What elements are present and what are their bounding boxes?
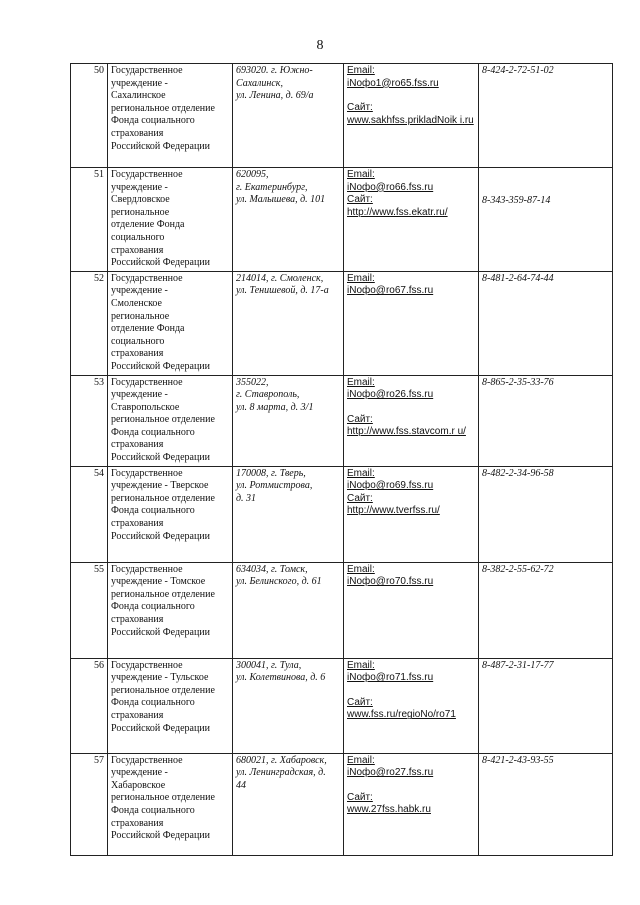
address-cell (233, 271, 344, 375)
table-row (71, 753, 613, 855)
site-link[interactable]: http://www.fss.stavcom.r u/ (347, 426, 466, 438)
email-label: Email: (347, 659, 375, 671)
organization-line: социального (111, 231, 165, 243)
organization-cell (108, 168, 233, 272)
email-label: Email: (347, 169, 375, 180)
organization-line: отделение Фонда (111, 323, 185, 335)
row-number: 50 (71, 64, 108, 168)
row-number: 57 (71, 753, 108, 855)
organization-line: Российской Федерации (111, 140, 211, 152)
organization-line: Сахалинское (111, 90, 166, 102)
table-row (71, 375, 613, 466)
row-number: 53 (71, 375, 108, 466)
organization-line: региональное (111, 206, 170, 218)
organization-line: Фонда социального (111, 601, 195, 613)
organization-line: Государственное (111, 754, 183, 766)
site-label: Сайт: (347, 102, 373, 114)
organization-line: Фонда социального (111, 697, 195, 709)
organization-line: региональное отделение (111, 102, 215, 114)
email-label: Email: (347, 272, 375, 284)
address-line: 680021, г. Хабаровск, (236, 754, 327, 766)
organization-line: отделение Фонда (111, 219, 185, 231)
phone-cell (479, 466, 613, 562)
phone-number: 8-424-2-72-51-02 (482, 65, 554, 76)
contacts-cell (344, 658, 479, 753)
address-line: ул. Тенишевой, д. 17-а (236, 285, 329, 297)
phone-number: 8-421-2-43-93-55 (482, 754, 554, 766)
email-link[interactable]: iNoфo@ro26.fss.ru (347, 389, 434, 401)
organization-line: Российской Федерации (111, 626, 211, 638)
site-link[interactable]: www.sakhfss.prikladNoik i.ru (347, 114, 474, 126)
row-number: 54 (71, 466, 108, 562)
email-link[interactable]: iNoфo@ro67.fss.ru (347, 285, 434, 297)
contacts-cell (344, 466, 479, 562)
phone-cell (479, 375, 613, 466)
organization-line: Российской Федерации (111, 530, 211, 542)
table-row (71, 562, 613, 658)
phone-cell (479, 658, 613, 753)
organization-line: страхования (111, 614, 164, 626)
organization-line: региональное отделение (111, 684, 215, 696)
contacts-gap (347, 402, 475, 414)
address-line: ул. 8 марта, д. 3/1 (236, 401, 314, 413)
organization-line: Государственное (111, 659, 183, 671)
address-cell (233, 562, 344, 658)
address-line: 693020. г. Южно- (236, 65, 313, 76)
phone-number: 8-482-2-34-96-58 (482, 467, 554, 479)
address-cell (233, 64, 344, 168)
organization-line: страхования (111, 127, 164, 139)
organization-line: страхования (111, 439, 164, 451)
organization-line: региональное (111, 310, 170, 322)
organization-line: учреждение - (111, 767, 168, 779)
address-line: 300041, г. Тула, (236, 659, 302, 671)
organization-line: Российской Федерации (111, 830, 211, 842)
phone-spacer (482, 169, 609, 195)
address-cell (233, 375, 344, 466)
organization-line: социального (111, 335, 165, 347)
organization-cell (108, 271, 233, 375)
site-label: Сайт: (347, 696, 373, 708)
organization-line: региональное отделение (111, 492, 215, 504)
table-row (71, 658, 613, 753)
organization-line: Фонда социального (111, 805, 195, 817)
address-line: 355022, (236, 376, 269, 388)
contacts-cell (344, 753, 479, 855)
organization-line: Хабаровское (111, 779, 166, 791)
organization-cell (108, 64, 233, 168)
organization-line: Государственное (111, 376, 183, 388)
site-label: Сайт: (347, 194, 373, 206)
organization-line: региональное отделение (111, 414, 215, 426)
row-number: 51 (71, 168, 108, 272)
organization-line: Государственное (111, 467, 183, 479)
organization-line: Государственное (111, 169, 183, 180)
organization-line: страхования (111, 817, 164, 829)
address-line: ул. Ленина, д. 69/а (236, 90, 314, 102)
organization-line: Российской Федерации (111, 722, 211, 734)
phone-number: 8-865-2-35-33-76 (482, 376, 554, 388)
organization-line: учреждение - Томское (111, 576, 206, 588)
address-line: г. Екатеринбург, (236, 181, 308, 193)
organization-line: страхования (111, 348, 164, 360)
email-label: Email: (347, 65, 375, 76)
organization-line: Российской Федерации (111, 452, 211, 464)
organization-line: учреждение - (111, 181, 168, 193)
table-row (71, 466, 613, 562)
address-line: ул. Колетвинова, д. 6 (236, 672, 326, 684)
site-link[interactable]: www.fss.ru/regioNo/ro71 (347, 709, 456, 721)
organization-cell (108, 466, 233, 562)
row-number: 56 (71, 658, 108, 753)
organization-line: Свердловское (111, 194, 170, 206)
organization-line: учреждение - Тульское (111, 672, 209, 684)
organization-line: Фонда социального (111, 115, 195, 127)
email-label: Email: (347, 754, 375, 766)
organization-line: Ставропольское (111, 401, 180, 413)
address-line: ул. Ленинградская, д. (236, 767, 326, 779)
email-link[interactable]: iNoфo@ro70.fss.ru (347, 576, 434, 588)
contacts-gap (347, 685, 475, 697)
row-number: 55 (71, 562, 108, 658)
fss-branches-table (70, 63, 613, 856)
address-line: 634034, г. Томск, (236, 563, 308, 575)
address-cell (233, 658, 344, 753)
phone-cell (479, 271, 613, 375)
site-label: Сайт: (347, 413, 373, 425)
organization-cell (108, 562, 233, 658)
address-line: 620095, (236, 169, 269, 180)
organization-line: Смоленское (111, 297, 162, 309)
organization-line: страхования (111, 518, 164, 530)
organization-line: Государственное (111, 65, 183, 76)
email-link[interactable]: iNoфo@ro71.fss.ru (347, 672, 434, 684)
address-line: 44 (236, 779, 246, 791)
site-link[interactable]: http://www.tverfss.ru/ (347, 505, 440, 517)
organization-cell (108, 375, 233, 466)
email-label: Email: (347, 563, 375, 575)
address-cell (233, 466, 344, 562)
email-label: Email: (347, 376, 375, 388)
address-line: ул. Белинского, д. 61 (236, 576, 322, 588)
address-line: 170008, г. Тверь, (236, 467, 306, 479)
contacts-cell (344, 64, 479, 168)
organization-line: учреждение - (111, 285, 168, 297)
email-label: Email: (347, 467, 375, 479)
organization-line: Государственное (111, 563, 183, 575)
page-number: 8 (316, 38, 324, 53)
table-row (71, 271, 613, 375)
email-link[interactable]: iNoфo@ro66.fss.ru (347, 181, 434, 193)
site-label: Сайт: (347, 492, 373, 504)
contacts-gap (347, 90, 475, 102)
phone-cell (479, 168, 613, 272)
organization-line: учреждение - (111, 77, 168, 89)
email-link[interactable]: iNoфo1@ro65.fss.ru (347, 77, 439, 89)
phone-cell (479, 64, 613, 168)
contacts-cell (344, 168, 479, 272)
address-line: г. Ставрополь, (236, 389, 300, 401)
address-line: ул. Малышева, д. 101 (236, 194, 326, 206)
contacts-gap (347, 780, 475, 792)
phone-cell (479, 562, 613, 658)
contacts-cell (344, 562, 479, 658)
site-label: Сайт: (347, 791, 373, 803)
row-number: 52 (71, 271, 108, 375)
email-link[interactable]: iNoфo@ro27.fss.ru (347, 767, 434, 779)
table-row (71, 64, 613, 168)
site-link[interactable]: www.27fss.habk.ru (347, 804, 431, 816)
address-cell (233, 753, 344, 855)
organization-line: учреждение - Тверское (111, 480, 209, 492)
site-link[interactable]: http://www.fss.ekatr.ru/ (347, 206, 448, 218)
address-line: ул. Ротмистрова, (236, 480, 313, 492)
contacts-cell (344, 271, 479, 375)
organization-line: Государственное (111, 272, 183, 284)
organization-line: страхования (111, 710, 164, 722)
organization-line: региональное отделение (111, 792, 215, 804)
address-cell (233, 168, 344, 272)
table-row (71, 168, 613, 272)
organization-line: Российской Федерации (111, 257, 211, 269)
phone-number: 8-481-2-64-74-44 (482, 272, 554, 284)
organization-line: Российской Федерации (111, 360, 211, 372)
phone-number: 8-487-2-31-17-77 (482, 659, 554, 671)
organization-cell (108, 658, 233, 753)
address-line: 214014, г. Смоленск, (236, 272, 324, 284)
organization-line: страхования (111, 244, 164, 256)
address-line: д. 31 (236, 492, 257, 504)
organization-line: региональное отделение (111, 588, 215, 600)
address-line: Сахалинск, (236, 77, 283, 89)
organization-line: Фонда социального (111, 426, 195, 438)
phone-number: 8-382-2-55-62-72 (482, 563, 554, 575)
organization-line: Фонда социального (111, 505, 195, 517)
phone-cell (479, 753, 613, 855)
contacts-cell (344, 375, 479, 466)
organization-cell (108, 753, 233, 855)
organization-line: учреждение - (111, 389, 168, 401)
phone-number: 8-343-359-87-14 (482, 195, 551, 206)
email-link[interactable]: iNoфo@ro69.fss.ru (347, 480, 434, 492)
